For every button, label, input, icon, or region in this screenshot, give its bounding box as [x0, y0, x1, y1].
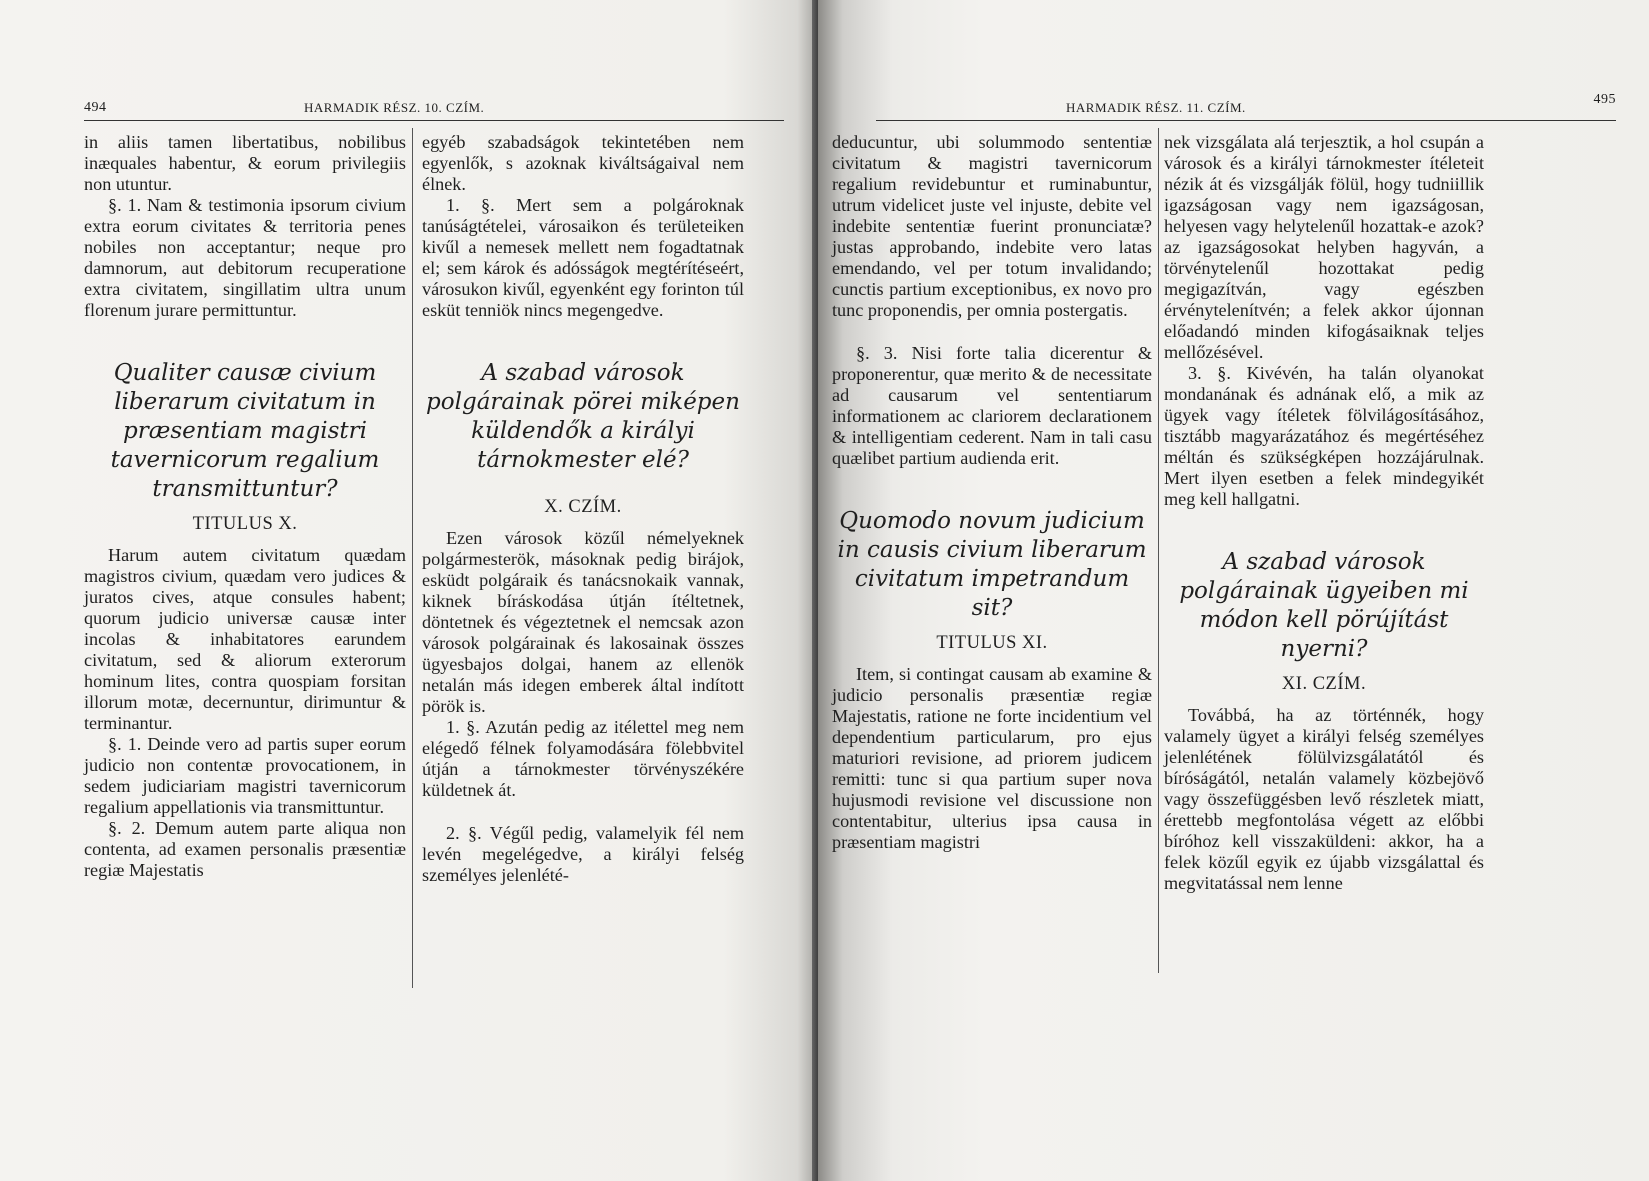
section-heading: A szabad városok polgárainak ügyeiben mi módon kell pörújítást nyerni? [1179, 549, 1469, 662]
czim-label: XI. CZÍM. [1281, 674, 1367, 694]
right-page-header [876, 90, 1616, 121]
paragraph: Harum autem civitatum quædam magistros civium, quædam vero judices & juratos cives, atque consules habent; quorum judicio universæ causæ inter incolas & inhabitatores earundem civitatum, sed & aliorum exterorum hominum lites, contra quospiam forsitan illorum motæ, decernuntur, dirimuntur & terminantur. [84, 545, 406, 733]
paragraph: §. 2. Demum autem parte aliqua non contenta, ad examen personalis præsentiæ regiæ Majestatis [84, 818, 406, 880]
page-number: 495 [1593, 92, 1616, 107]
titulus-label: TITULUS XI. [936, 633, 1048, 653]
section-heading: Quomodo novum judicium in causis civium liberarum civitatum impetrandum sit? [837, 508, 1147, 621]
paragraph: §. 1. Nam & testimonia ipsorum civium extra eorum civitates & territoria penes nobiles non acceptantur; neque pro damnorum, aut debitorum recuperatione extra civitatem, singillatim ultra unum florenum jurare permittuntur. [84, 195, 406, 320]
running-head: HARMADIK RÉSZ. 10. CZÍM. [304, 100, 485, 115]
right-page [818, 0, 1649, 1181]
latin-column [84, 132, 406, 881]
paragraph: 3. §. Kivévén, ha talán olyanokat mondanának és adnának elő, a mik az ügyek vagy ítéletek fölvilágosításához, tisztább magyarázatához és megértéséhez méltán és szükségképen hozzájárulnak. Mert ilyen esetben a felek mindegyikét meg kell hallgatni. [1164, 363, 1484, 509]
paragraph: §. 3. Nisi forte talia dicerentur & proponerentur, quæ merito & de necessitate ad causarum vel sententiarum informationem ac clariorem declarationem & intelligentiam cederent. Nam in tali casu quælibet partium audienda erit. [832, 343, 1152, 468]
paragraph: Továbbá, ha az történnék, hogy valamely ügyet a királyi felség személyes jelenlétének fölülvizsgálatától és bíróságától, netalán valamely közbejövő vagy összefüggésben levő részletek miatt, érettebb megfontolása végett az előbbi bíróhoz kell visszaküldeni: akkor, ha a felek közűl egyik ez újabb vizsgálattal és megvitatással nem lenne [1164, 705, 1484, 893]
paragraph: Ezen városok közűl némelyeknek polgármesterök, másoknak pedig birájok, esküdt polgáraik és tanácsnokaik vannak, kiknek bíráskodása útján ítéltetnek, döntetnek és végeztetnek el nemcsak azon városok polgárainak és lakosainak összes ügyesbajos dolgai, hanem az ellenök netalán más idegen emberek által indított pörök is. [422, 528, 744, 716]
paragraph: 1. §. Mert sem a polgároknak tanúságtételei, városaikon és területeiken kivűl a nemesek mellett nem fogadtatnak el; sem károk és adósságok megtérítéseért, városukon kivűl, egyenként egy forinton túl esküt tenniök nincs megengedve. [422, 195, 744, 320]
running-head: HARMADIK RÉSZ. 11. CZÍM. [1066, 100, 1246, 115]
paragraph: 1. §. Azután pedig az itélettel meg nem elégedő félnek folyamodására fölebbvitel útján a tárnokmester törvényszékére küldetnek át. [422, 717, 744, 800]
paragraph: Item, si contingat causam ab examine & judicio personalis præsentiæ regiæ Majestatis, ratione ne forte incidentium vel dependentium particularum, pro ejus maturiori revisione, ad priorem judicem remitti: tunc si qua partium super nova hujusmodi revisione vel discussione non contentabitur, ulterius ipsa causa in præsentiam magistri [832, 664, 1152, 852]
paragraph: egyéb szabadságok tekintetében nem egyenlők, s azoknak kiváltságaival nem élnek. [422, 132, 744, 194]
left-page [0, 0, 822, 1181]
paragraph: 2. §. Végűl pedig, valamelyik fél nem levén megelégedve, a királyi felség személyes jelenlété- [422, 823, 744, 885]
paragraph: deducuntur, ubi solummodo sententiæ civitatum & magistri tavernicorum regalium revidebuntur et ruminabuntur, utrum videlicet juste vel injuste, debite vel indebite sententiæ fuerint pronunciatæ? justas approbando, indebite vero latas emendando, vel per totum invalidando; cunctis partium exceptionibus, ex novo pro tunc proponendis, per omnia postergatis. [832, 132, 1152, 320]
column-divider [412, 128, 413, 988]
hungarian-column [422, 132, 744, 886]
paragraph: nek vizsgálata alá terjesztik, a hol csupán a városok és a királyi tárnokmester ítéleteit nézik át és vizsgálják fölül, hogy tudniillik igazságosan vagy nem igazságosan, helyesen vagy helytelenűl hozattak-e azok? az igazságosokat helyben hagyván, a törvénytelenűl hozottakat pedig megigazítván, vagy egészben érvénytelenítvén; a felek akkor újonnan előadandó minden kifogásaiknak teljes mellőzésével. [1164, 132, 1484, 362]
paragraph: in aliis tamen libertatibus, nobilibus inæquales habentur, & eorum privilegiis non utuntur. [84, 132, 406, 194]
paragraph: §. 1. Deinde vero ad partis super eorum judicio non contentæ provocationem, in sedem judiciariam magistri tavernicorum regalium appellationis via transmittuntur. [84, 734, 406, 817]
titulus-label: TITULUS X. [192, 514, 298, 534]
column-divider [1158, 128, 1159, 973]
section-heading: A szabad városok polgárainak pörei miképen küldendők a királyi tárnokmester elé? [426, 360, 740, 473]
page-number: 494 [84, 100, 107, 115]
hungarian-column [1164, 132, 1484, 894]
czim-label: X. CZÍM. [544, 497, 622, 517]
section-heading: Qualiter causæ civium liberarum civitatum in præsentiam magistri tavernicorum regalium transmittuntur? [110, 360, 380, 502]
latin-column [832, 132, 1152, 853]
left-page-header [84, 90, 784, 121]
